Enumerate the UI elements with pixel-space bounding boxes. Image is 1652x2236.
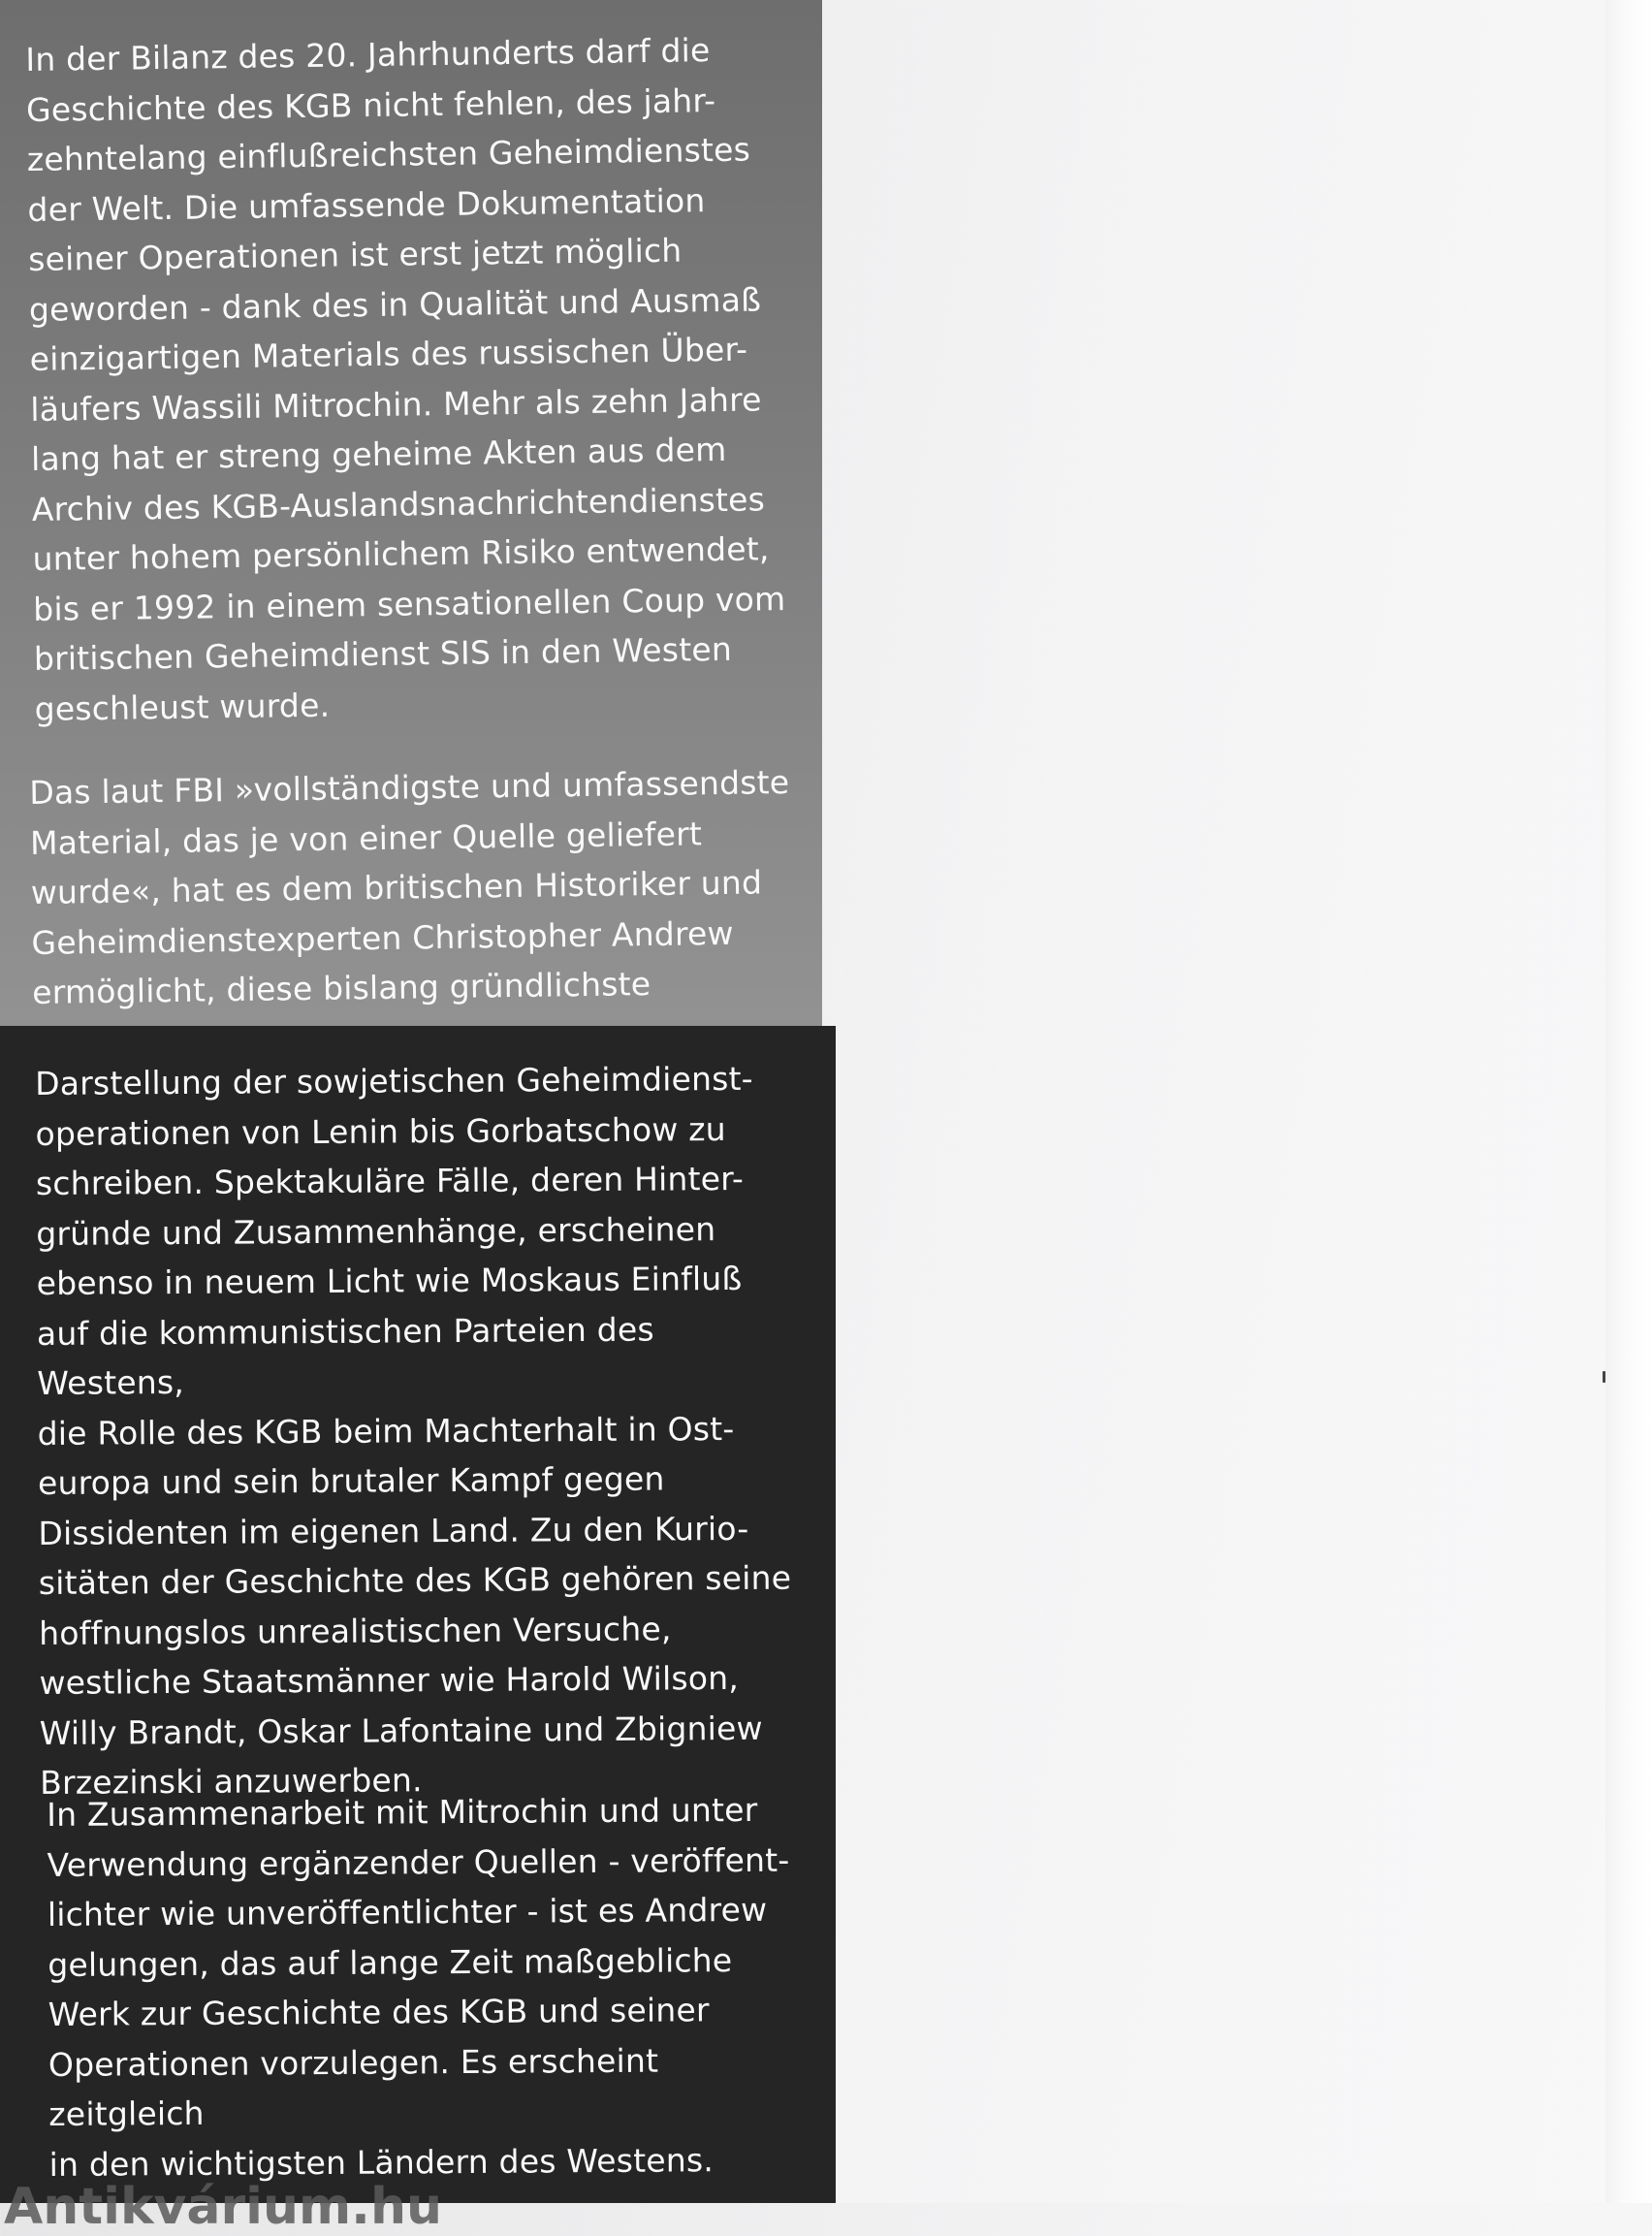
blurb-paragraph-3: Darstellung der sowjetischen Geheimdienst- operationen von Lenin bis Gorbatschow zu schreiben. Spektakuläre Fälle, deren Hinter- gründe und Zusammenhänge, erscheinen ebenso in neuem Licht wie Moskaus Einfluß auf die kommunistischen Parteien des Westens, die Rolle des KGB beim Machterhalt in Ost- europa und sein brutaler Kampf gegen Dissidenten im eigenen Land. Zu den Kurio- sitäten der Geschichte des KGB gehören seine hoffnungslos unrealistischen Versuche, westliche Staatsmänner wie Harold Wilson, Willy Brandt, Oskar Lafontaine und Zbigniew Brzezinski anzuwerben. (35, 1059, 792, 1802)
page-edge (1605, 0, 1652, 2203)
watermark-logo: Antikvárium.hu (4, 2178, 442, 2236)
blurb-paragraph-4: In Zusammenarbeit mit Mitrochin und unter Verwendung ergänzender Quellen - veröffent- lichter wie unveröffentlichter - ist es Andrew gelungen, das auf lange Zeit maßgebliche Werk zur Geschichte des KGB und seiner Operationen vorzulegen. Es erscheint zeitgleich in den wichtigsten Ländern des Westens. (47, 1790, 790, 2184)
blurb-paragraph-1: In der Bilanz des 20. Jahrhunderts darf die Geschichte des KGB nicht fehlen, des jahr- zehntelang einflußreichsten Geheimdienstes der Welt. Die umfassende Dokumentation seiner Operationen ist erst jetzt möglich geworden - dank des in Qualität und Ausmaß einzigartigen Materials des russischen Über- läufers Wassili Mitrochin. Mehr als zehn Jahre lang hat er streng geheime Akten aus dem Archiv des KGB-Auslandsnachrichtendienstes unter hohem persönlichem Risiko entwendet, bis er 1992 in einem sensationellen Coup vom britischen Geheimdienst SIS in den Westen geschleust wurde. (25, 31, 786, 728)
blurb-paragraph-2: Das laut FBI »vollständigste und umfassendste Material, das je von einer Quelle geliefert wurde«, hat es dem britischen Historiker und Geheimdienstexperten Christopher Andrew ermöglicht, diese bislang gründlichste (29, 763, 790, 1011)
print-speck (1603, 1371, 1605, 1383)
